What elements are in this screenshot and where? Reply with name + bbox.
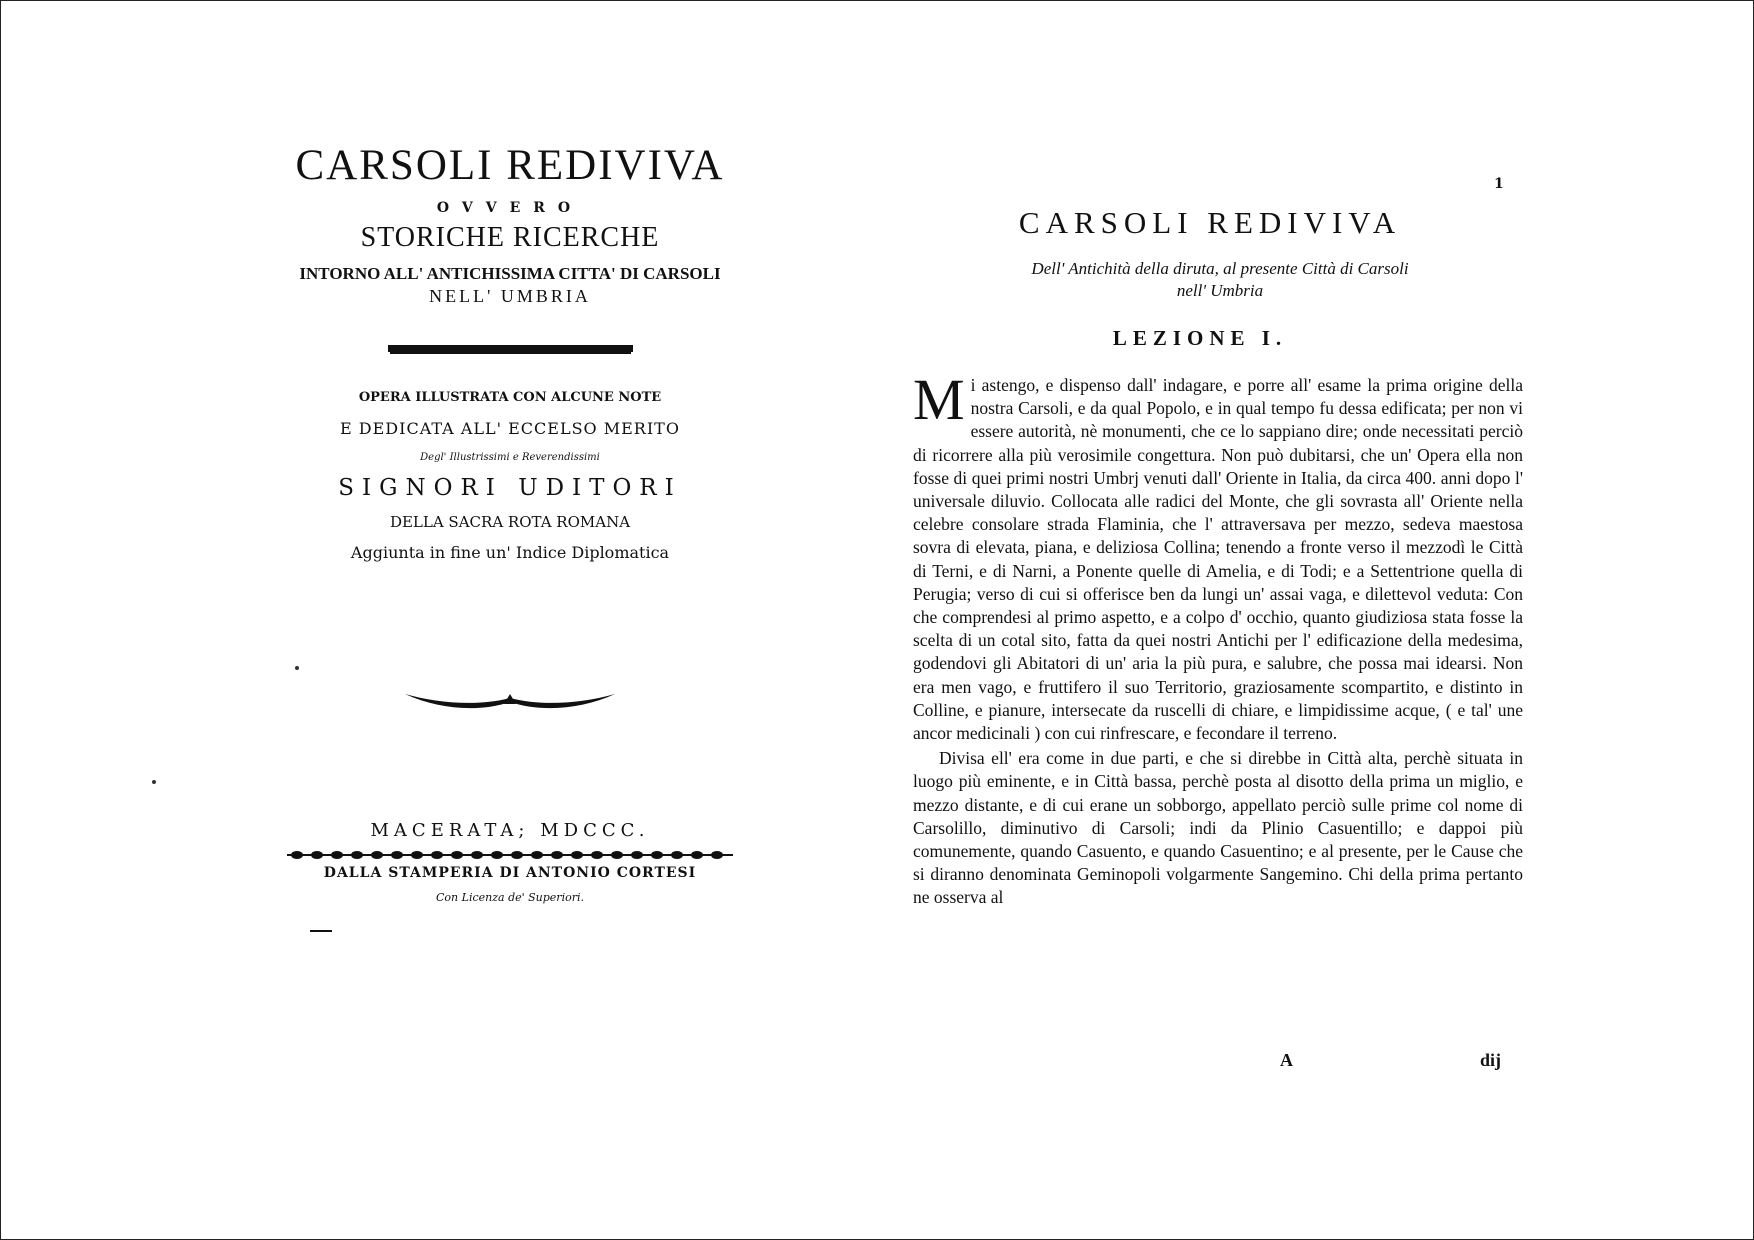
chapter-subtitle-line-1: Dell' Antichità della diruta, al presente Città di Carsoli xyxy=(1031,259,1409,278)
imprint-city: MACERATA; MDCCC. xyxy=(370,820,650,841)
book-title: CARSOLI REDIVIVA xyxy=(295,142,725,189)
body-text xyxy=(913,367,1523,910)
signature-mark: A xyxy=(1280,1050,1293,1070)
lesson-heading: LEZIONE I. xyxy=(1112,326,1288,350)
dedicata-line: E DEDICATA ALL' ECCELSO MERITO xyxy=(340,419,680,438)
paragraph: Divisa ell' era come in due parti, e che si direbbe in Città alta, perchè situata in luogo più eminente, e in Città bassa, perchè posta al disotto della prima un miglio, e mezzo distante, e di cui erane un sobborgo, appellato perciò sulle prime col nome di Carsolillo, diminutivo di Carsoli; indi da Plinio Casuentillo; e dappoi più comunemente, quando Casuento, e quando Casuentino; e al presente, per le Cause che si diranno denominata Geminopoli volgarmente Sangemino. Chi della prima pertanto ne osserva al xyxy=(913,748,1523,908)
drop-cap: M xyxy=(913,367,965,432)
licenza-line: Con Licenza de' Superiori. xyxy=(436,891,584,904)
signori-uditori-line: SIGNORI UDITORI xyxy=(338,475,682,501)
opera-line: OPERA ILLUSTRATA CON ALCUNE NOTE xyxy=(358,390,662,405)
catchword: dij xyxy=(1480,1050,1502,1070)
book-subtitle: STORICHE RICERCHE xyxy=(360,222,660,253)
degl-line: Degl' Illustrissimi e Reverendissimi xyxy=(420,452,600,463)
ovvero-line: OVVERO xyxy=(436,200,584,216)
paragraph xyxy=(913,367,1523,745)
ornamental-chain-rule xyxy=(285,849,735,861)
title-page xyxy=(250,140,770,932)
chapter-title: CARSOLI REDIVIVA xyxy=(1018,205,1402,240)
page-number: 1 xyxy=(1494,176,1504,192)
sacra-rota-line: DELLA SACRA ROTA ROMANA xyxy=(389,513,631,531)
small-dash xyxy=(310,930,332,932)
paragraph-text: i astengo, e dispenso dall' indagare, e porre all' esame la prima origine della nostra Carsoli, e da qual Popolo, e in qual tempo fu dessa edificata; per non vi essere autorità, nè monumenti, che ce lo sappiano dire; onde necessitati perciò di ricorrere alla più verosimile congettura. Non può dubitarsi, che un' Opera ella non fosse di quei primi nostri Umbrj venuti dall' Oriente in Italia, da circa 400. anni dopo l' universale diluvio. Collocata alle radici del Monte, che gli sovrasta all' Oriente nella celebre consolare strada Flaminia, che l' attraversava per mezzo, sedeva maestosa sovra di elevata, piana, e deliziosa Collina; tenendo a fronte verso il mezzodì le Città di Terni, e di Narni, a Ponente quelle di Amelia, e di Todi; e a Settentrione quella di Perugia; verso di cui si offerisce ben da lungi un' assai vaga, e dilettevol veduta: Con che comprendesi al primo aspetto, e a colpo d' occhio, quanto giudiziosa stata fosse la scelta di un cotal sito, fatta da quei nostri Antichi per l' edificazione della medesima, godendovi gli Abitatori di un' aria la più pura, e salubre, che possa mai idearsi. Non era men vago, e fruttifero il suo Territorio, graziosamente scompartito, e distinto in Colline, e pianure, intersecate da ruscelli di chiare, e limpidissime acque, ( e tal' une ancor medicinali ) con cui rinfrescare, e fecondare il terreno. xyxy=(913,375,1523,744)
ornamental-swash xyxy=(400,680,620,710)
aggiunta-line: Aggiunta in fine un' Indice Diplomatica xyxy=(350,543,670,562)
printer-line: DALLA STAMPERIA DI ANTONIO CORTESI xyxy=(323,865,697,881)
intorno-line: INTORNO ALL' ANTICHISSIMA CITTA' DI CARSOLI xyxy=(299,264,721,283)
thick-rule-divider xyxy=(388,345,633,352)
ink-speck xyxy=(152,780,156,784)
chapter-subtitle-line-2: nell' Umbria xyxy=(1176,281,1264,300)
umbria-line: NELL' UMBRIA xyxy=(429,286,591,306)
chapter-subtitle xyxy=(940,258,1500,302)
ink-speck xyxy=(295,666,299,670)
